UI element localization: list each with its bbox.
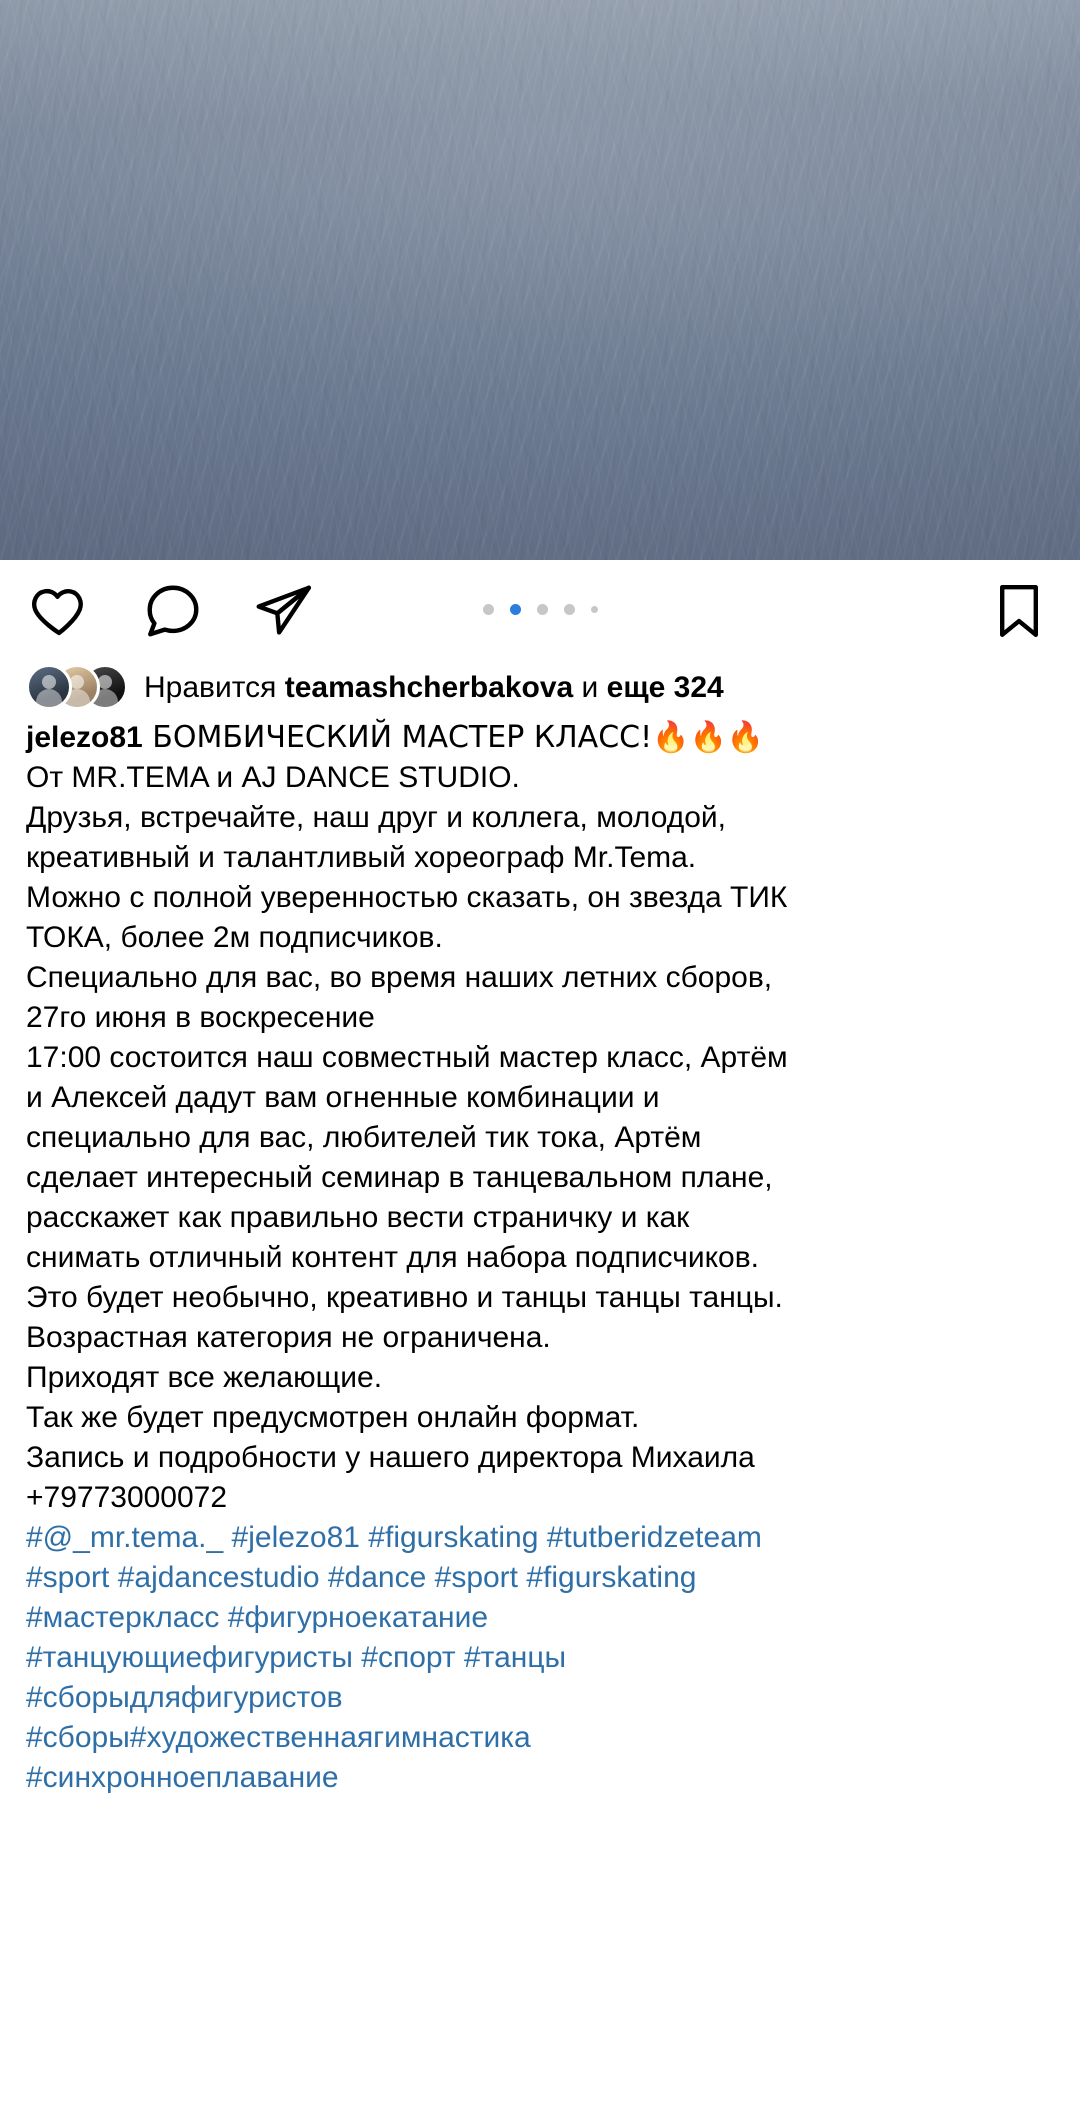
caption-line: Можно с полной уверенностью сказать, он звезда ТИК — [26, 881, 788, 914]
caption-line: креативный и талантливый хореограф Mr.Tema. — [26, 841, 697, 874]
caption-line: Друзья, встречайте, наш друг и коллега, молодой, — [26, 801, 727, 834]
caption-line: и Алексей дадут вам огненные комбинации и — [26, 1081, 660, 1114]
carousel-dot — [483, 604, 494, 615]
caption-line: Возрастная категория не ограничена. — [26, 1321, 551, 1354]
post-action-bar — [0, 560, 1080, 656]
likes-middle: и — [573, 671, 607, 704]
caption-hashtag-line[interactable]: #sport #ajdancestudio #dance #sport #figurskating — [26, 1561, 697, 1594]
post-caption — [0, 718, 1080, 1798]
media-vignette — [0, 0, 1080, 560]
heart-icon[interactable] — [28, 580, 90, 642]
caption-hashtag-line[interactable]: #сборы#художественнаягимнастика — [26, 1721, 531, 1754]
caption-username[interactable]: jelezo81 — [26, 721, 143, 754]
carousel-dot — [591, 606, 598, 613]
likes-more-count[interactable]: еще 324 — [606, 671, 724, 704]
carousel-dot-active — [510, 604, 521, 615]
bookmark-icon[interactable] — [988, 580, 1050, 642]
caption-hashtag-line[interactable]: #мастеркласс #фигурноекатание — [26, 1601, 489, 1634]
caption-line: ТОКА, более 2м подписчиков. — [26, 921, 443, 954]
caption-line: 27го июня в воскресение — [26, 1001, 375, 1034]
caption-line: специально для вас, любителей тик тока, Артём — [26, 1121, 702, 1154]
likes-text — [144, 670, 724, 706]
caption-hashtag-line[interactable]: #сборыдляфигуристов — [26, 1681, 343, 1714]
caption-line: расскажет как правильно вести страничку и как — [26, 1201, 690, 1234]
caption-hashtag-line[interactable]: #@_mr.tema._ #jelezo81 #figurskating #tutberidzeteam — [26, 1521, 762, 1554]
post-media[interactable] — [0, 0, 1080, 560]
caption-hashtag-line[interactable]: #танцующиефигуристы #спорт #танцы — [26, 1641, 567, 1674]
comment-icon[interactable] — [142, 580, 204, 642]
carousel-dot — [564, 604, 575, 615]
caption-line-text: БОМБИЧЕСКИЙ МАСТЕР КЛАСС!🔥🔥🔥 — [142, 720, 765, 755]
caption-line: От MR.TEMA и AJ DANCE STUDIO. — [26, 761, 520, 794]
likes-row[interactable] — [0, 656, 1080, 718]
caption-line: сделает интересный семинар в танцевальном плане, — [26, 1161, 773, 1194]
caption-hashtag-line[interactable]: #синхронноеплавание — [26, 1761, 339, 1794]
caption-line: Это будет необычно, креативно и танцы танцы танцы. — [26, 1281, 783, 1314]
caption-line: 17:00 состоится наш совместный мастер класс, Артём — [26, 1041, 788, 1074]
caption-line: снимать отличный контент для набора подписчиков. — [26, 1241, 760, 1274]
carousel-dot — [537, 604, 548, 615]
avatar — [26, 664, 72, 710]
caption-line-first — [26, 718, 1054, 758]
caption-line: +79773000072 — [26, 1481, 228, 1514]
likes-username[interactable]: teamashcherbakova — [284, 671, 574, 704]
caption-line: Специально для вас, во время наших летних сборов, — [26, 961, 773, 994]
liker-avatars — [26, 664, 130, 712]
caption-line: Так же будет предусмотрен онлайн формат. — [26, 1401, 640, 1434]
share-icon[interactable] — [252, 580, 314, 642]
likes-prefix: Нравится — [144, 671, 285, 704]
caption-line: Приходят все желающие. — [26, 1361, 383, 1394]
caption-line: Запись и подробности у нашего директора Михаила — [26, 1441, 755, 1474]
